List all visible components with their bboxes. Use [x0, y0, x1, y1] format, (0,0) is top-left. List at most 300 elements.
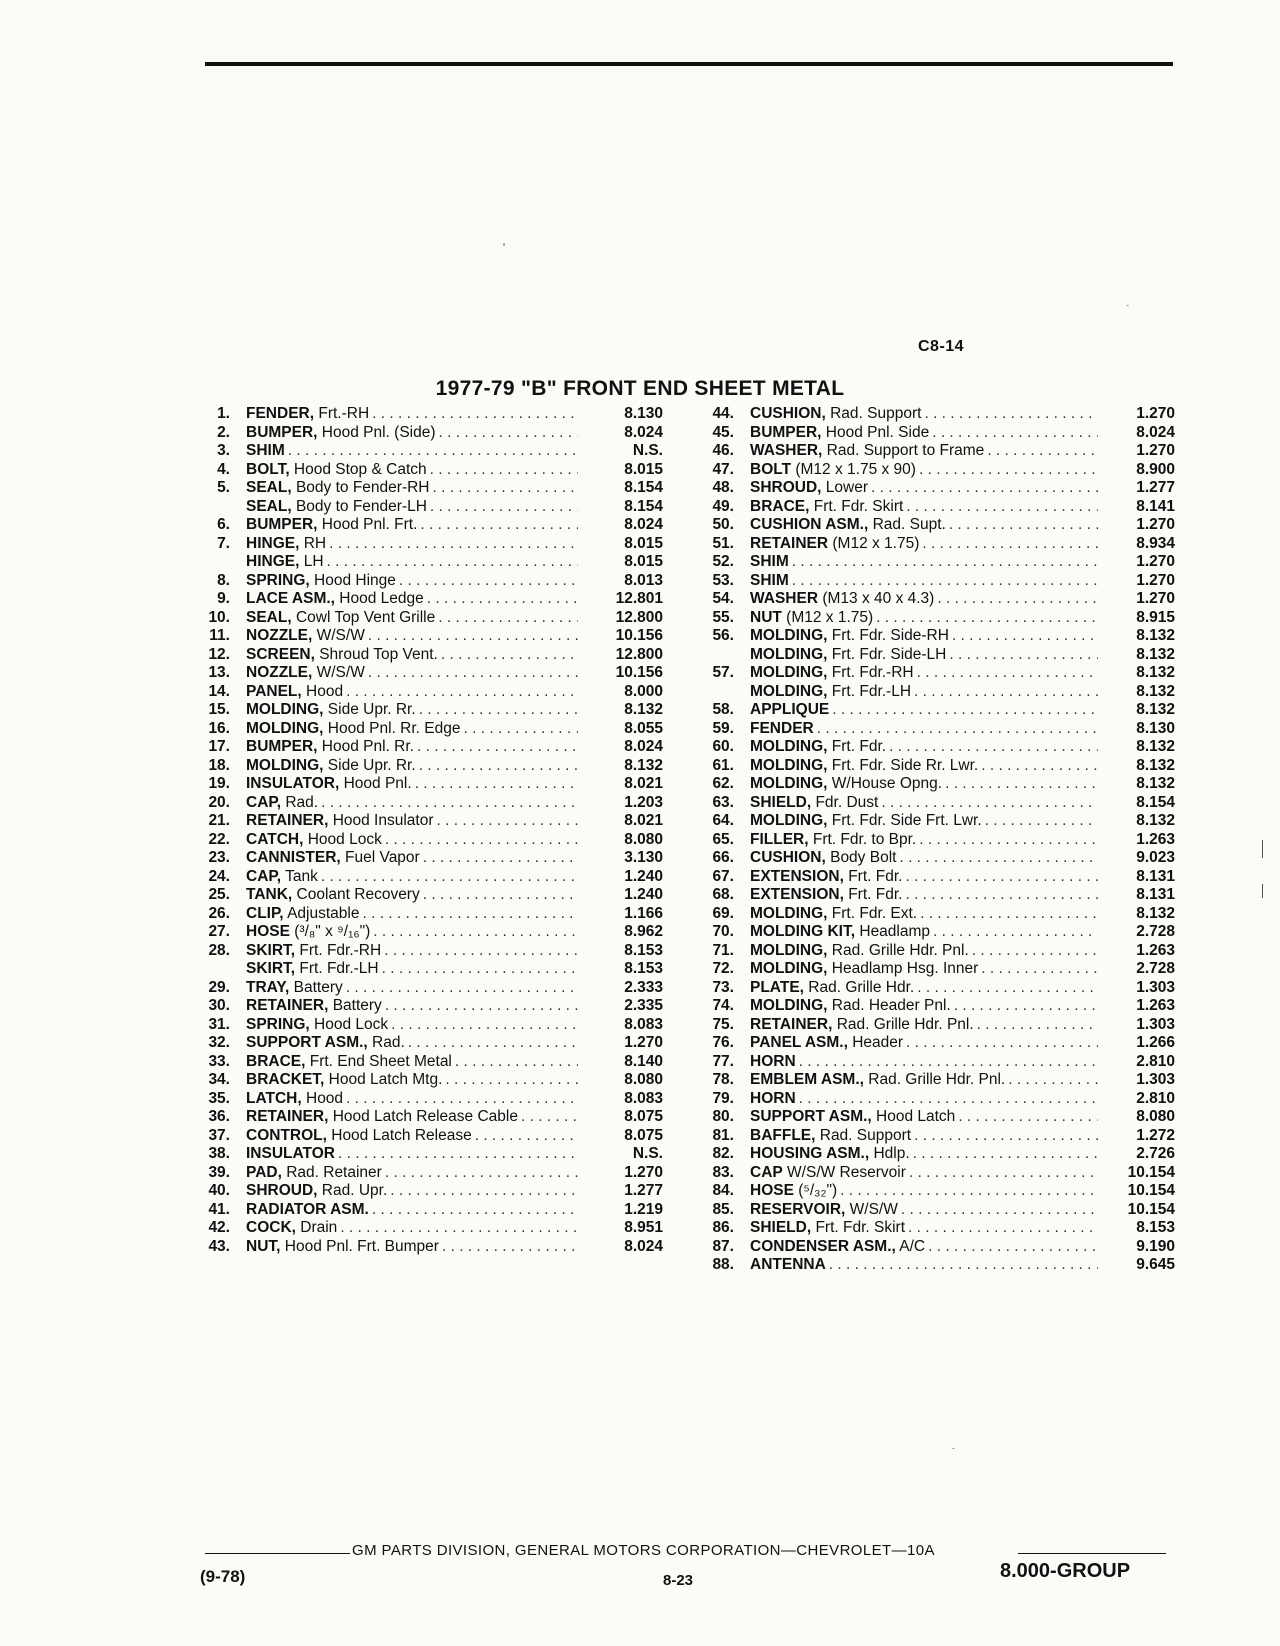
- group-number: 10.154: [1127, 1200, 1175, 1218]
- group-number: 12.801: [615, 590, 663, 607]
- part-detail: Body to Fender-LH: [291, 497, 427, 515]
- part-name: EXTENSION,: [750, 886, 844, 903]
- item-number: 37.: [208, 1126, 230, 1144]
- dot-leader: [889, 738, 1098, 757]
- part-description: [246, 590, 578, 609]
- group-number: 10.156: [615, 664, 663, 681]
- part-row: [198, 757, 663, 776]
- item-number: 28.: [208, 941, 230, 959]
- dot-leader: [430, 461, 578, 480]
- part-row: [702, 775, 1175, 794]
- part-detail: Hood Hinge: [309, 571, 396, 589]
- part-name: HINGE,: [246, 553, 300, 570]
- scan-speck: [503, 243, 505, 246]
- part-description: [750, 979, 1098, 998]
- dot-leader: [420, 516, 578, 535]
- part-description: [750, 627, 1098, 646]
- part-detail: (M12 x 1.75): [781, 608, 874, 626]
- part-name: RETAINER: [750, 534, 829, 552]
- part-detail: Tank: [281, 867, 318, 885]
- dot-leader: [475, 1127, 578, 1146]
- dot-leader: [455, 1053, 578, 1072]
- group-number: 8.154: [1136, 793, 1175, 811]
- dot-leader: [928, 1238, 1098, 1257]
- scan-speck: [1126, 305, 1129, 306]
- part-detail: Frt. Fdr. Side Frt. Lwr.: [827, 812, 982, 829]
- part-name: BOLT: [750, 460, 792, 478]
- part-name: CANNISTER,: [246, 849, 341, 866]
- item-number: 64.: [712, 812, 734, 829]
- group-number: 8.962: [624, 923, 663, 940]
- part-name: HORN: [750, 1089, 796, 1107]
- part-detail: W/House Opng.: [827, 775, 943, 792]
- part-row: [702, 1016, 1175, 1035]
- dot-leader: [415, 775, 578, 794]
- group-number: 1.270: [1136, 405, 1175, 422]
- item-number: 43.: [208, 1237, 230, 1255]
- dot-leader: [419, 757, 578, 776]
- group-number: 8.131: [1136, 867, 1175, 885]
- part-description: [750, 646, 1098, 665]
- part-name: CUSHION,: [750, 849, 826, 866]
- part-row: [198, 720, 663, 739]
- part-row: [198, 812, 663, 831]
- dot-leader: [384, 942, 578, 961]
- footer-publisher: GM PARTS DIVISION, GENERAL MOTORS CORPORATION—CHEVROLET—10A: [352, 1542, 935, 1559]
- part-description: [750, 1164, 1098, 1183]
- part-detail: Frt. Fdr. Ext.: [827, 904, 918, 922]
- group-number: 1.263: [1136, 997, 1175, 1014]
- item-number: 59.: [712, 719, 734, 737]
- part-detail: Hood Pnl.: [339, 775, 412, 792]
- item-number: 23.: [208, 849, 230, 866]
- dot-leader: [909, 1164, 1098, 1183]
- part-description: [246, 646, 578, 665]
- item-number: 18.: [208, 756, 230, 774]
- part-name: INSULATOR,: [246, 775, 340, 792]
- group-number: 8.915: [1136, 608, 1175, 626]
- group-number: 8.083: [624, 1015, 663, 1033]
- group-number: 12.800: [615, 645, 663, 663]
- dot-leader: [521, 1108, 578, 1127]
- part-row: [702, 590, 1175, 609]
- part-row: [702, 1219, 1175, 1238]
- item-number: 84.: [712, 1182, 734, 1199]
- part-description: [246, 1127, 578, 1146]
- part-description: [246, 405, 578, 424]
- dot-leader: [391, 1016, 578, 1035]
- part-detail: (M13 x 40 x 4.3): [818, 590, 935, 607]
- part-name: FENDER,: [246, 405, 315, 422]
- group-number: 1.219: [624, 1200, 663, 1218]
- dot-leader: [390, 1182, 578, 1201]
- item-number: 32.: [208, 1034, 230, 1051]
- part-row: [702, 979, 1175, 998]
- part-detail: Rad. Support: [815, 1126, 912, 1144]
- part-description: [750, 424, 1098, 443]
- part-detail: A/C: [895, 1237, 926, 1255]
- dot-leader: [438, 609, 578, 628]
- scan-speck: [1262, 884, 1263, 898]
- part-row: [198, 701, 663, 720]
- part-description: [750, 868, 1098, 887]
- part-description: [246, 757, 578, 776]
- part-detail: Hood Ledge: [334, 590, 424, 607]
- part-row: [198, 664, 663, 683]
- part-detail: Battery: [328, 997, 382, 1014]
- part-name: ANTENNA: [750, 1256, 826, 1273]
- part-description: [750, 905, 1098, 924]
- dot-leader: [346, 1090, 578, 1109]
- part-description: [750, 1034, 1098, 1053]
- part-description: [246, 738, 578, 757]
- part-description: [750, 516, 1098, 535]
- group-number: 1.263: [1136, 941, 1175, 959]
- part-row: [702, 535, 1175, 554]
- part-row: [198, 960, 663, 979]
- part-name: MOLDING,: [750, 756, 828, 774]
- part-detail: W/S/W: [312, 664, 365, 681]
- part-detail: Frt.-RH: [314, 405, 370, 422]
- part-name: RETAINER,: [750, 1015, 833, 1033]
- part-name: CUSHION ASM.,: [750, 516, 869, 533]
- part-row: [198, 461, 663, 480]
- item-number: 86.: [712, 1219, 734, 1236]
- part-detail: Frt. Fdr.: [843, 867, 903, 885]
- group-number: 8.132: [1136, 756, 1175, 774]
- part-name: BAFFLE,: [750, 1126, 816, 1144]
- dot-leader: [920, 905, 1098, 924]
- dot-leader: [433, 479, 579, 498]
- part-detail: Rad. Supt.: [868, 516, 946, 533]
- part-name: MOLDING,: [750, 738, 828, 755]
- part-detail: Coolant Recovery: [292, 886, 420, 903]
- part-name: FILLER,: [750, 830, 809, 848]
- part-row: [702, 627, 1175, 646]
- part-name: EXTENSION,: [750, 867, 844, 885]
- part-row: [702, 1108, 1175, 1127]
- part-row: [198, 627, 663, 646]
- item-number: 60.: [712, 738, 734, 755]
- part-description: [246, 1182, 578, 1201]
- dot-leader: [799, 1053, 1098, 1072]
- part-name: FENDER: [750, 719, 814, 737]
- part-detail: Hood Pnl. (Side): [317, 423, 436, 441]
- part-description: [750, 442, 1098, 461]
- part-row: [702, 794, 1175, 813]
- part-name: PANEL,: [246, 682, 302, 700]
- group-number: 8.153: [1136, 1219, 1175, 1236]
- part-description: [750, 812, 1098, 831]
- dot-leader: [985, 812, 1098, 831]
- part-description: [750, 942, 1098, 961]
- part-description: [750, 886, 1098, 905]
- part-row: [198, 794, 663, 813]
- part-row: [198, 1182, 663, 1201]
- item-number: 77.: [712, 1052, 734, 1070]
- part-row: [198, 886, 663, 905]
- part-name: RESERVOIR,: [750, 1200, 846, 1218]
- dot-leader: [933, 923, 1098, 942]
- part-description: [246, 886, 578, 905]
- group-number: 8.154: [624, 497, 663, 515]
- part-name: HOUSING ASM.,: [750, 1145, 870, 1162]
- item-number: 46.: [712, 442, 734, 459]
- group-number: 8.075: [624, 1108, 663, 1125]
- item-number: 40.: [208, 1182, 230, 1199]
- part-description: [246, 1071, 578, 1090]
- part-name: MOLDING,: [750, 997, 828, 1014]
- part-detail: Lower: [821, 479, 869, 496]
- part-row: [702, 479, 1175, 498]
- group-number: 8.024: [624, 738, 663, 755]
- part-description: [246, 572, 578, 591]
- item-number: 81.: [712, 1126, 734, 1144]
- dot-leader: [972, 942, 1098, 961]
- item-number: 3.: [217, 442, 230, 459]
- part-row: [198, 775, 663, 794]
- dot-leader: [372, 1201, 578, 1220]
- part-detail: Side Upr. Rr.: [323, 756, 416, 774]
- part-detail: Hood Insulator: [328, 812, 434, 829]
- group-number: 2.810: [1136, 1089, 1175, 1107]
- part-detail: (M12 x 1.75): [828, 534, 920, 552]
- part-detail: Hood Pnl. Rr. Edge: [323, 719, 461, 737]
- part-row: [198, 868, 663, 887]
- part-detail: Rad. Support: [825, 405, 922, 422]
- part-name: APPLIQUE: [750, 701, 830, 718]
- dot-leader: [917, 664, 1098, 683]
- item-number: 6.: [217, 516, 230, 533]
- part-row: [702, 683, 1175, 702]
- item-number: 1.: [217, 405, 230, 422]
- part-name: SKIRT,: [246, 941, 296, 959]
- part-description: [750, 405, 1098, 424]
- dot-leader: [372, 405, 578, 424]
- part-name: BUMPER,: [750, 423, 822, 441]
- part-name: TRAY,: [246, 978, 290, 996]
- part-detail: Frt. Fdr.-RH: [827, 664, 914, 681]
- part-name: SUPPORT ASM.,: [246, 1034, 368, 1051]
- item-number: 75.: [712, 1015, 734, 1033]
- part-name: CAP,: [246, 867, 282, 885]
- part-row: [702, 997, 1175, 1016]
- part-name: RADIATOR ASM.: [246, 1200, 369, 1218]
- group-number: 1.166: [624, 904, 663, 922]
- part-name: PANEL ASM.,: [750, 1034, 848, 1051]
- part-name: WASHER: [750, 590, 819, 607]
- group-number: N.S.: [632, 442, 663, 459]
- part-row: [198, 1071, 663, 1090]
- part-name: CAP,: [246, 793, 282, 811]
- part-name: NOZZLE,: [246, 664, 313, 681]
- part-row: [198, 405, 663, 424]
- dot-leader: [399, 572, 578, 591]
- item-number: 17.: [208, 738, 230, 755]
- group-number: 1.263: [1136, 830, 1175, 848]
- group-number: 8.140: [624, 1052, 663, 1070]
- dot-leader: [382, 960, 578, 979]
- item-number: 63.: [712, 793, 734, 811]
- item-number: 10.: [208, 608, 230, 626]
- part-name: BUMPER,: [246, 516, 318, 533]
- group-number: 8.015: [624, 460, 663, 478]
- part-name: MOLDING,: [246, 701, 324, 718]
- part-name: BOLT,: [246, 460, 290, 478]
- part-name: CONTROL,: [246, 1126, 327, 1144]
- item-number: 70.: [712, 923, 734, 940]
- part-row: [702, 461, 1175, 480]
- dot-leader: [906, 1034, 1098, 1053]
- part-description: [750, 794, 1098, 813]
- part-description: [750, 553, 1098, 572]
- part-name: MOLDING,: [246, 756, 324, 774]
- part-description: [246, 831, 578, 850]
- group-number: 8.132: [1136, 627, 1175, 644]
- part-row: [702, 1164, 1175, 1183]
- dot-leader: [445, 1071, 578, 1090]
- dot-leader: [981, 757, 1098, 776]
- part-description: [750, 849, 1098, 868]
- part-description: [750, 997, 1098, 1016]
- item-number: 83.: [712, 1163, 734, 1181]
- part-name: HINGE,: [246, 534, 300, 552]
- part-description: [750, 923, 1098, 942]
- item-number: 30.: [208, 997, 230, 1014]
- dot-leader: [876, 609, 1098, 628]
- group-number: 8.080: [624, 1071, 663, 1088]
- dot-leader: [338, 1145, 578, 1164]
- part-row: [198, 1090, 663, 1109]
- part-description: [750, 664, 1098, 683]
- group-number: 1.270: [1136, 590, 1175, 607]
- part-row: [702, 1182, 1175, 1201]
- dot-leader: [987, 442, 1098, 461]
- item-number: 73.: [712, 978, 734, 996]
- item-number: 38.: [208, 1145, 230, 1162]
- group-number: 8.132: [1136, 812, 1175, 829]
- part-row: [198, 535, 663, 554]
- footer-date: (9-78): [200, 1567, 246, 1586]
- part-row: [198, 479, 663, 498]
- part-name: CUSHION,: [750, 405, 826, 422]
- part-description: [750, 535, 1098, 554]
- group-number: 2.728: [1136, 923, 1175, 940]
- item-number: 34.: [208, 1071, 230, 1088]
- part-name: NUT,: [246, 1237, 281, 1255]
- dot-leader: [905, 868, 1098, 887]
- part-detail: Frt. Fdr. Side-LH: [827, 645, 947, 663]
- part-description: [246, 1053, 578, 1072]
- group-number: 8.132: [1136, 738, 1175, 755]
- item-number: 71.: [712, 941, 734, 959]
- part-name: BRACE,: [246, 1052, 306, 1070]
- group-number: 1.277: [1136, 479, 1175, 496]
- dot-leader: [922, 535, 1098, 554]
- group-number: 1.303: [1136, 1071, 1175, 1088]
- dot-leader: [340, 1219, 578, 1238]
- item-number: 69.: [712, 904, 734, 922]
- dot-leader: [442, 1238, 578, 1257]
- group-number: 8.132: [624, 701, 663, 718]
- part-row: [702, 923, 1175, 942]
- item-number: 78.: [712, 1071, 734, 1088]
- dot-leader: [321, 868, 578, 887]
- part-description: [246, 794, 578, 813]
- item-number: 47.: [712, 460, 734, 478]
- group-number: 1.270: [624, 1163, 663, 1181]
- item-number: 2.: [217, 423, 230, 441]
- group-number: 8.024: [624, 516, 663, 533]
- item-number: 24.: [208, 867, 230, 885]
- part-description: [246, 424, 578, 443]
- part-detail: W/S/W Reservoir: [782, 1163, 906, 1181]
- item-number: 45.: [712, 423, 734, 441]
- part-name: MOLDING,: [750, 664, 828, 681]
- part-row: [702, 738, 1175, 757]
- footer-rule-right: [1018, 1553, 1166, 1554]
- group-number: 2.726: [1136, 1145, 1175, 1162]
- part-name: HOSE: [246, 923, 290, 940]
- dot-leader: [945, 775, 1098, 794]
- item-number: 27.: [208, 923, 230, 940]
- part-row: [702, 1090, 1175, 1109]
- part-description: [246, 664, 578, 683]
- part-detail: Header: [847, 1034, 904, 1051]
- part-row: [702, 1145, 1175, 1164]
- part-description: [750, 1256, 1098, 1275]
- dot-leader: [919, 831, 1098, 850]
- part-name: SPRING,: [246, 571, 310, 589]
- part-description: [246, 683, 578, 702]
- dot-leader: [385, 1164, 578, 1183]
- group-number: 8.141: [1136, 497, 1175, 515]
- footer-rule-left: [205, 1553, 350, 1554]
- group-number: 8.055: [624, 719, 663, 737]
- group-number: 1.303: [1136, 978, 1175, 996]
- dot-leader: [881, 794, 1098, 813]
- part-detail: Battery: [289, 978, 343, 996]
- part-name: MOLDING,: [750, 941, 828, 959]
- group-number: 12.800: [615, 608, 663, 626]
- item-number: 55.: [712, 608, 734, 626]
- part-detail: Hood Latch Release: [326, 1126, 472, 1144]
- group-number: 2.333: [624, 978, 663, 996]
- dot-leader: [932, 424, 1098, 443]
- group-number: 8.015: [624, 553, 663, 570]
- group-number: 8.013: [624, 571, 663, 589]
- group-number: 2.810: [1136, 1052, 1175, 1070]
- item-number: 82.: [712, 1145, 734, 1162]
- part-description: [750, 1182, 1098, 1201]
- dot-leader: [437, 812, 578, 831]
- item-number: 65.: [712, 830, 734, 848]
- part-row: [702, 609, 1175, 628]
- item-number: 54.: [712, 590, 734, 607]
- part-name: SHIELD,: [750, 793, 812, 811]
- part-description: [246, 1219, 578, 1238]
- item-number: 50.: [712, 516, 734, 533]
- part-detail: Hood Lock: [303, 830, 382, 848]
- part-description: [750, 831, 1098, 850]
- scan-speck: [952, 1448, 955, 1449]
- part-detail: Body Bolt: [825, 849, 897, 866]
- part-description: [750, 609, 1098, 628]
- part-description: [750, 738, 1098, 757]
- dot-leader: [981, 960, 1098, 979]
- part-detail: Rad.: [281, 793, 319, 811]
- part-detail: Fuel Vapor: [340, 849, 420, 866]
